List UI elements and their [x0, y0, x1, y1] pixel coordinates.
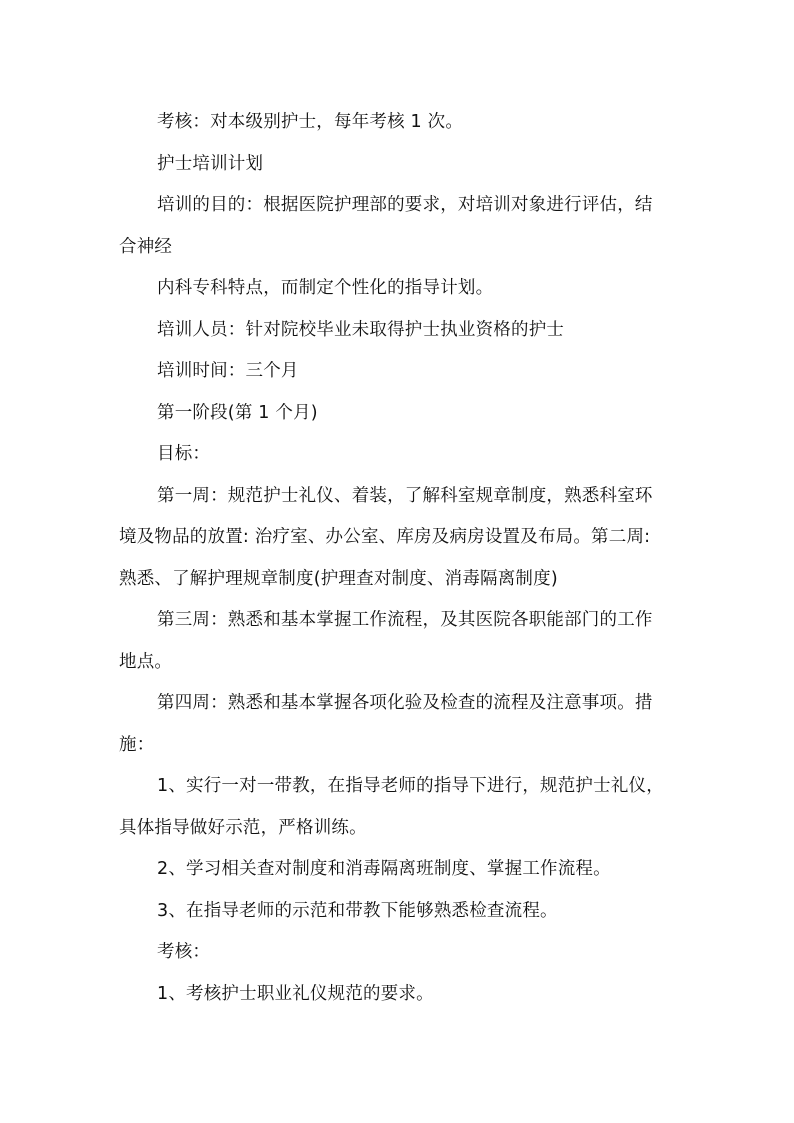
text-line: 施：	[119, 734, 155, 755]
text-line: 培训时间：三个月	[157, 361, 299, 381]
text-line: 1、实行一对一带教，在指导老师的指导下进行，规范护士礼仪，	[157, 776, 664, 796]
text-line: 第一阶段(第 1 个月)	[157, 402, 318, 423]
text-line: 3、在指导老师的示范和带教下能够熟悉检查流程。	[157, 900, 558, 921]
text-line: 熟悉、了解护理规章制度(护理查对制度、消毒隔离制度)	[119, 568, 558, 589]
text-line: 合神经	[119, 236, 173, 257]
text-line: 第三周：熟悉和基本掌握工作流程，及其医院各职能部门的工作	[157, 610, 653, 630]
paragraph-week-one-two	[119, 476, 685, 601]
list-item-measure-3	[119, 891, 685, 933]
paragraph-goals-heading	[119, 434, 685, 476]
text-line: 内科专科特点，而制定个性化的指导计划。	[157, 278, 494, 298]
paragraph-week-three	[119, 600, 685, 683]
paragraph-specialty-features	[119, 268, 685, 310]
text-line: 1、考核护士职业礼仪规范的要求。	[157, 983, 434, 1004]
text-line: 考核：	[157, 942, 211, 962]
list-item-assessment-1	[119, 974, 685, 1016]
text-line: 护士培训计划	[157, 153, 264, 174]
text-line: 第四周：熟悉和基本掌握各项化验及检查的流程及注意事项。措	[157, 693, 653, 713]
text-line: 考核：对本级别护士，每年考核 1 次。	[157, 112, 464, 132]
paragraph-training-purpose	[119, 185, 685, 268]
paragraph-phase-one	[119, 393, 685, 435]
paragraph-training-personnel	[119, 310, 685, 352]
list-item-measure-1	[119, 766, 685, 849]
paragraph-assessment-annual	[119, 102, 685, 144]
text-line: 第一周：规范护士礼仪、着装，了解科室规章制度，熟悉科室环	[157, 485, 653, 506]
section-title-nurse-training-plan	[119, 144, 685, 186]
text-line: 境及物品的放置: 治疗室、办公室、库房及病房设置及布局。第二周:	[119, 527, 651, 547]
text-line: 地点。	[119, 651, 173, 672]
paragraph-assessment-heading	[119, 932, 685, 974]
list-item-measure-2	[119, 849, 685, 891]
text-line: 目标：	[157, 444, 211, 464]
paragraph-week-four	[119, 683, 685, 766]
document-body	[119, 102, 685, 1015]
text-line: 2、学习相关查对制度和消毒隔离班制度、掌握工作流程。	[157, 859, 611, 879]
paragraph-training-duration	[119, 351, 685, 393]
text-line: 具体指导做好示范，严格训练。	[119, 817, 367, 838]
text-line: 培训的目的：根据医院护理部的要求，对培训对象进行评估，结	[157, 195, 653, 215]
text-line: 培训人员：针对院校毕业未取得护士执业资格的护士	[157, 319, 565, 340]
